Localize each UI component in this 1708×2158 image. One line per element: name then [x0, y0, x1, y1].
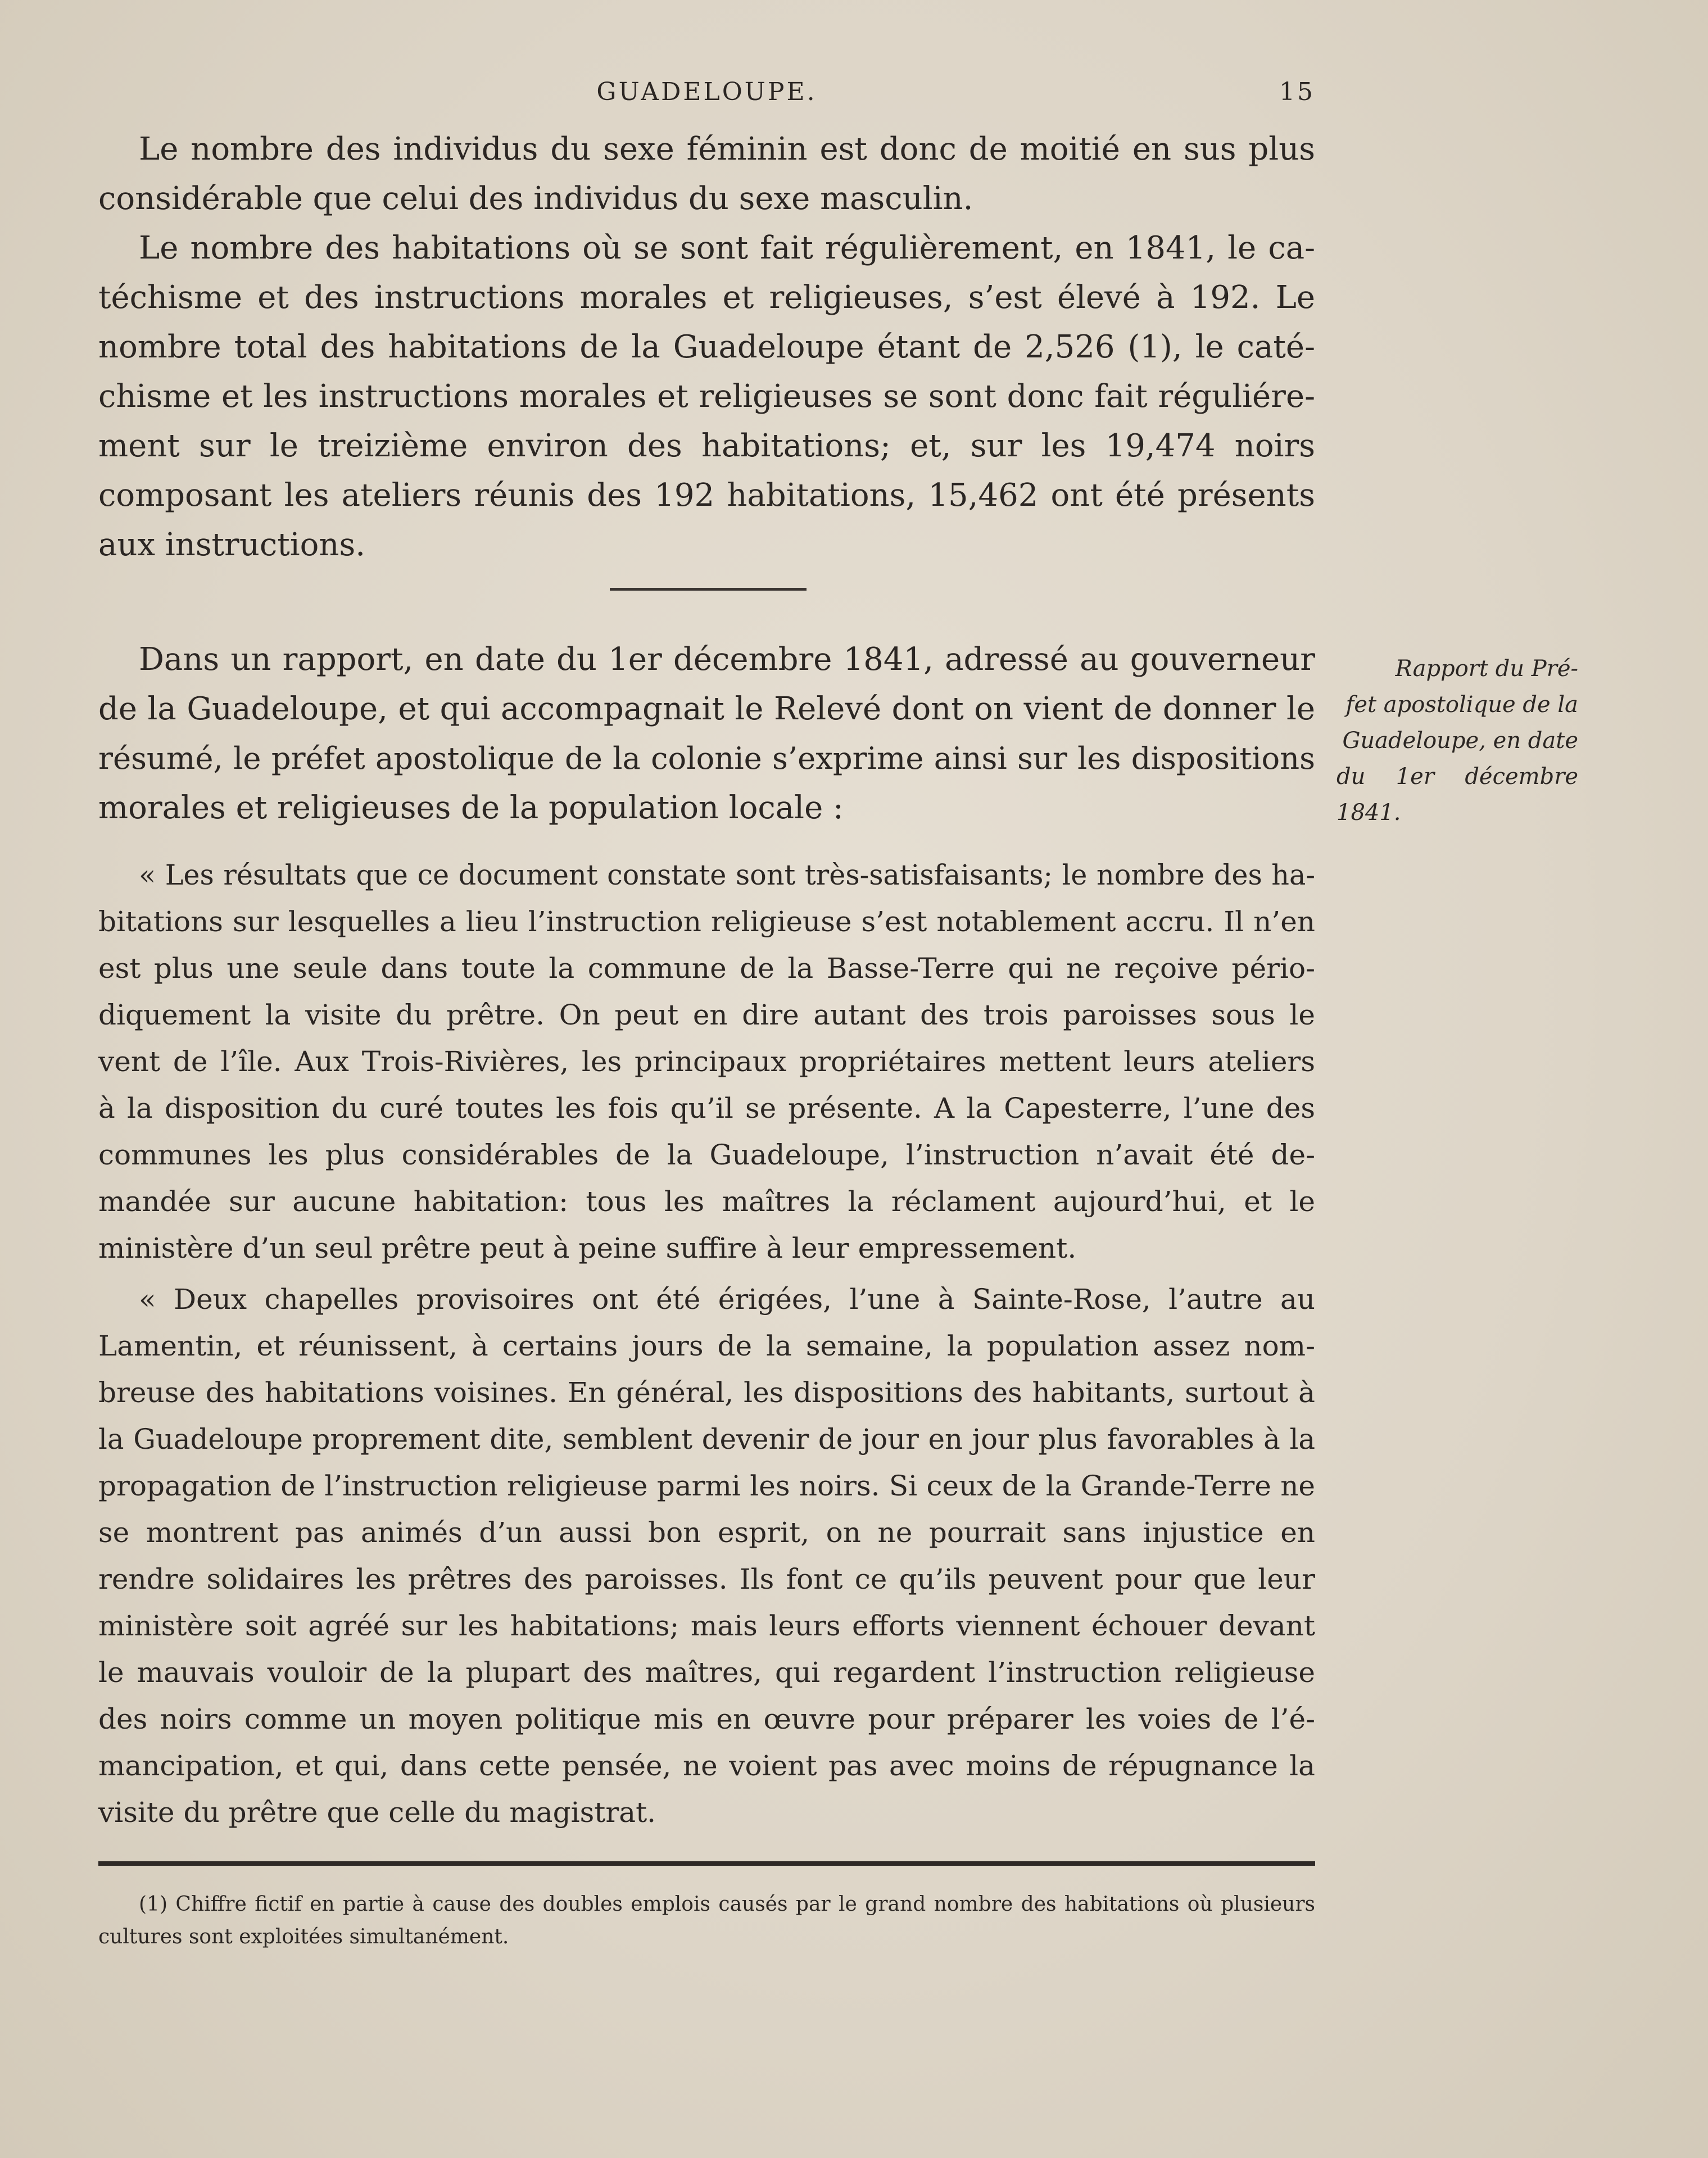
- text-line: considérable que celui des individus du sexe masculin.: [98, 180, 973, 217]
- footnote-line: (1) Chiffre fictif en partie à cause des doubles emplois causés par le grand nombre des habitations où plusieurs: [139, 1893, 1315, 1916]
- text-line: diquement la visite du prêtre. On peut en dire autant des trois paroisses sous le: [98, 999, 1315, 1031]
- running-header: [98, 78, 1315, 117]
- text-line: la Guadeloupe proprement dite, semblent devenir de jour en jour plus favorables à la: [98, 1423, 1315, 1456]
- text-line: de la Guadeloupe, et qui accompagnait le Relevé dont on vient de donner le: [98, 691, 1315, 727]
- text-line: Dans un rapport, en date du 1er décembre 1841, adressé au gouverneur: [139, 641, 1315, 678]
- text-line: des noirs comme un moyen politique mis en œuvre pour préparer les voies de l’é-: [98, 1703, 1315, 1735]
- marginal-note-line: 1841.: [1337, 800, 1401, 826]
- text-line: Lamentin, et réunissent, à certains jours de la semaine, la population assez nom-: [98, 1330, 1315, 1362]
- text-line: Le nombre des individus du sexe féminin est donc de moitié en sus plus: [139, 131, 1315, 167]
- text-line: mancipation, et qui, dans cette pensée, ne voient pas avec moins de répugnance la: [98, 1749, 1315, 1782]
- footnote-rule: [98, 1861, 1315, 1866]
- text-line: se montrent pas animés d’un aussi bon esprit, on ne pourrait sans injustice en: [98, 1516, 1315, 1549]
- text-line: mandée sur aucune habitation: tous les maîtres la réclament aujourd’hui, et le: [98, 1185, 1315, 1218]
- marginal-note-line: fet apostolique de la: [1345, 692, 1578, 718]
- text-line: communes les plus considérables de la Guadeloupe, l’instruction n’avait été de-: [98, 1139, 1315, 1171]
- section-separator: [610, 588, 807, 591]
- text-line: résumé, le préfet apostolique de la colonie s’exprime ainsi sur les dispositions: [98, 741, 1315, 776]
- quote-paragraph-chapels: [98, 1276, 1315, 1836]
- text-line: morales et religieuses de la population locale :: [98, 790, 844, 826]
- marginal-note-line: du 1er décembre: [1337, 764, 1578, 790]
- paragraph-habitations-count: [98, 224, 1315, 570]
- page-title: GUADELOUPE.: [596, 78, 817, 106]
- text-line: bitations sur lesquelles a lieu l’instruction religieuse s’est notablement accru. Il n’en: [98, 905, 1315, 938]
- text-line: le mauvais vouloir de la plupart des maîtres, qui regardent l’instruction religieuse: [98, 1656, 1315, 1689]
- paragraph-female-population: [98, 125, 1315, 224]
- text-line: chisme et les instructions morales et religieuses se sont donc fait réguliére-: [98, 378, 1315, 415]
- text-line: composant les ateliers réunis des 192 habitations, 15,462 ont été présents: [98, 477, 1315, 514]
- text-line: téchisme et des instructions morales et religieuses, s’est élevé à 192. Le: [98, 279, 1315, 316]
- quote-paragraph-results: [98, 852, 1315, 1272]
- text-line: vent de l’île. Aux Trois-Rivières, les principaux propriétaires mettent leurs ateliers: [98, 1045, 1315, 1078]
- text-line: ministère d’un seul prêtre peut à peine suffire à leur empressement.: [98, 1232, 1077, 1264]
- text-line: ministère soit agréé sur les habitations; mais leurs efforts viennent échouer devant: [98, 1610, 1315, 1642]
- paragraph-prefect-report: [98, 635, 1315, 833]
- footnote-line: cultures sont exploitées simultanément.: [98, 1925, 509, 1948]
- marginal-note-line: Rapport du Pré-: [1395, 656, 1578, 682]
- text-line: est plus une seule dans toute la commune de la Basse-Terre qui ne reçoive pério-: [98, 952, 1315, 985]
- text-line: rendre solidaires les prêtres des paroisses. Ils font ce qu’ils peuvent pour que leur: [98, 1563, 1315, 1595]
- text-line: propagation de l’instruction religieuse parmi les noirs. Si ceux de la Grande-Terre ne: [98, 1470, 1315, 1502]
- marginal-note-line: Guadeloupe, en date: [1342, 728, 1578, 754]
- text-line: « Les résultats que ce document constate sont très-satisfaisants; le nombre des ha-: [139, 859, 1315, 891]
- text-line: breuse des habitations voisines. En général, les dispositions des habitants, surtout à: [98, 1376, 1315, 1409]
- text-line: nombre total des habitations de la Guadeloupe étant de 2,526 (1), le caté-: [98, 329, 1315, 365]
- text-line: ment sur le treizième environ des habitations; et, sur les 19,474 noirs: [98, 428, 1315, 464]
- text-line: aux instructions.: [98, 527, 365, 563]
- text-line: visite du prêtre que celle du magistrat.: [98, 1796, 656, 1829]
- page-number: 15: [1279, 78, 1315, 106]
- text-line: « Deux chapelles provisoires ont été érigées, l’une à Sainte-Rose, l’autre au: [139, 1283, 1315, 1316]
- text-line: Le nombre des habitations où se sont fait régulièrement, en 1841, le ca-: [139, 230, 1315, 266]
- text-line: à la disposition du curé toutes les fois qu’il se présente. A la Capesterre, l’une des: [98, 1092, 1315, 1125]
- footnote: [98, 1888, 1315, 1953]
- marginal-note: [1337, 651, 1578, 831]
